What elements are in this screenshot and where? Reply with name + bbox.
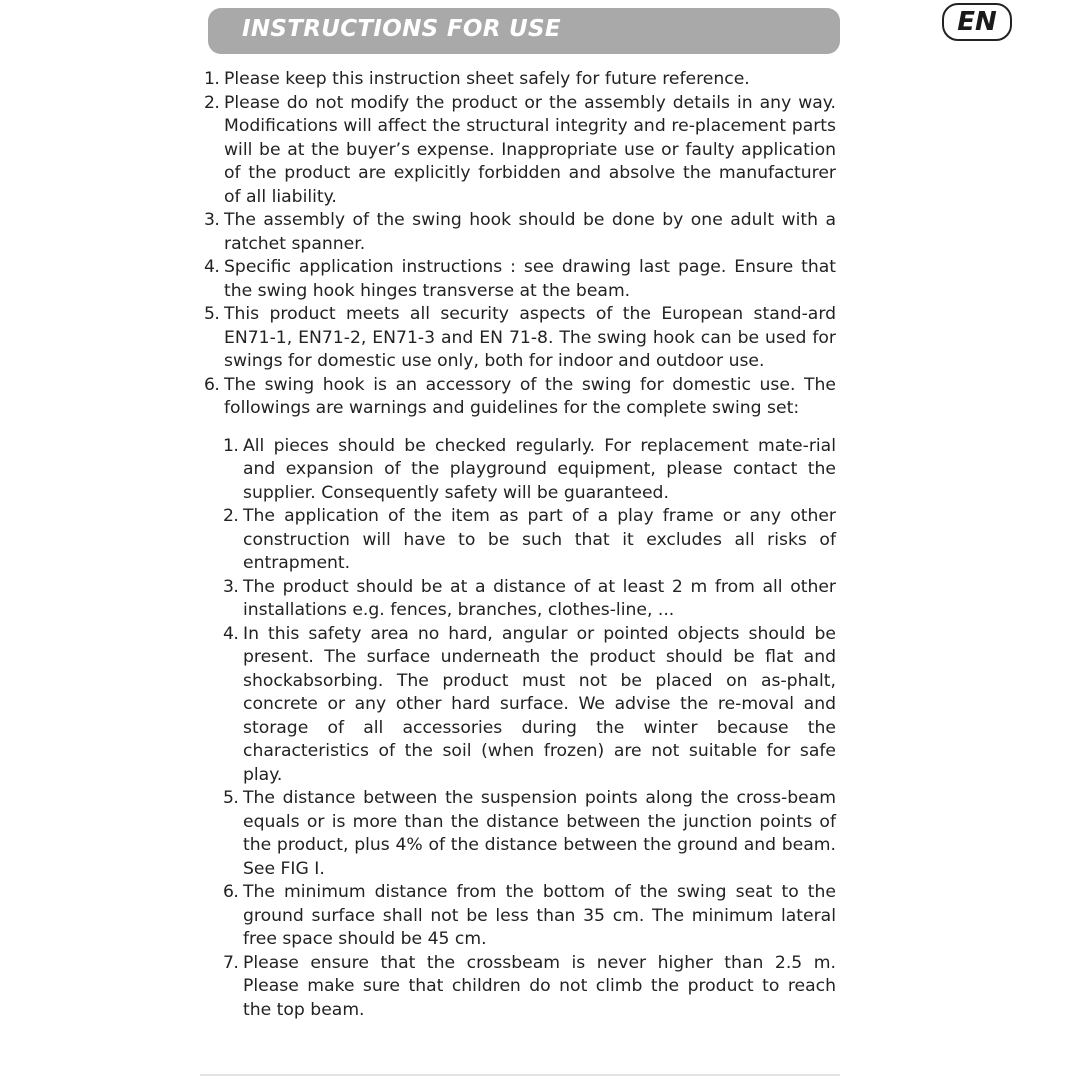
- guideline-text: The application of the item as part of a play frame or any other construction will have to be such that it excludes all risks of entrapment.: [243, 506, 836, 573]
- instruction-number: 5.: [204, 304, 220, 324]
- instruction-item: [204, 92, 836, 210]
- guidelines-list: [204, 435, 836, 1023]
- instructions-content: [204, 68, 836, 1022]
- guideline-number: 4.: [223, 623, 239, 644]
- instruction-text: The swing hook is an accessory of the swing for domestic use. The followings are warnings and guidelines for the complete swing set:: [224, 374, 836, 418]
- instruction-number: 4.: [204, 257, 220, 277]
- guideline-item: [223, 576, 836, 623]
- guideline-item: [223, 505, 836, 576]
- header-bar: [208, 7, 997, 54]
- instruction-item: [204, 256, 836, 303]
- instruction-text: Specific application instructions : see drawing last page. Ensure that the swing hook hinges transverse at the beam.: [224, 257, 836, 301]
- guideline-text: Please ensure that the crossbeam is never higher than 2.5 m. Please make sure that children do not climb the product to reach the top beam.: [243, 952, 836, 1020]
- guideline-item: [223, 952, 836, 1023]
- instruction-number: 6.: [204, 374, 220, 395]
- instruction-text: Please keep this instruction sheet safely for future reference.: [224, 69, 750, 89]
- instruction-number: 3.: [204, 210, 220, 230]
- instruction-text: This product meets all security aspects of the European stand-ard EN71-1, EN71-2, EN71-3 and EN 71-8. The swing hook can be used for swings for domestic use only, both for indoor and outdoor use.: [224, 304, 836, 371]
- guideline-number: 3.: [223, 576, 239, 597]
- instruction-item: [204, 374, 836, 421]
- instruction-item: [204, 209, 836, 256]
- guideline-item: [223, 435, 836, 506]
- language-badge: EN: [942, 3, 1012, 41]
- instruction-text: Please do not modify the product or the assembly details in any way. Modifications will affect the structural integrity and re-placement parts will be at the buyer’s expense. Inappropriate use or faulty application of the product are explicitly forbidden and absolve the manufacturer of all liability.: [224, 92, 836, 207]
- guideline-text: The distance between the suspension points along the cross-beam equals or is more than the distance between the junction points of the product, plus 4% of the distance between the ground and beam. See FIG I.: [243, 788, 836, 879]
- instruction-item: [204, 303, 836, 374]
- guideline-number: 1.: [223, 435, 239, 456]
- guideline-text: All pieces should be checked regularly. For replacement mate-rial and expansion of the playground equipment, please contact the supplier. Consequently safety will be guaranteed.: [243, 435, 836, 503]
- guideline-text: In this safety area no hard, angular or pointed objects should be present. The surface underneath the product should be flat and shockabsorbing. The product must not be placed on as-phalt, concrete or any other hard surface. We advise the re-moval and storage of all accessories during the winter because the characteristics of the soil (when frozen) are not suitable for safe play.: [243, 623, 836, 785]
- guideline-number: 2.: [223, 506, 239, 526]
- instruction-text: The assembly of the swing hook should be done by one adult with a ratchet spanner.: [224, 210, 836, 254]
- guideline-number: 7.: [223, 952, 239, 973]
- guideline-number: 5.: [223, 788, 239, 808]
- bottom-divider: [200, 1074, 840, 1076]
- guideline-item: [223, 881, 836, 952]
- instruction-number: 1.: [204, 69, 220, 89]
- instruction-item: [204, 68, 836, 92]
- guideline-text: The product should be at a distance of at least 2 m from all other installations e.g. fences, branches, clothes-line, ...: [243, 576, 836, 620]
- guideline-item: [223, 787, 836, 881]
- page-title: INSTRUCTIONS FOR USE: [242, 16, 561, 42]
- guideline-text: The minimum distance from the bottom of the swing seat to the ground surface shall not be less than 35 cm. The minimum lateral free space should be 45 cm.: [243, 882, 836, 949]
- guideline-number: 6.: [223, 882, 239, 902]
- guideline-item: [223, 623, 836, 788]
- instruction-number: 2.: [204, 92, 220, 113]
